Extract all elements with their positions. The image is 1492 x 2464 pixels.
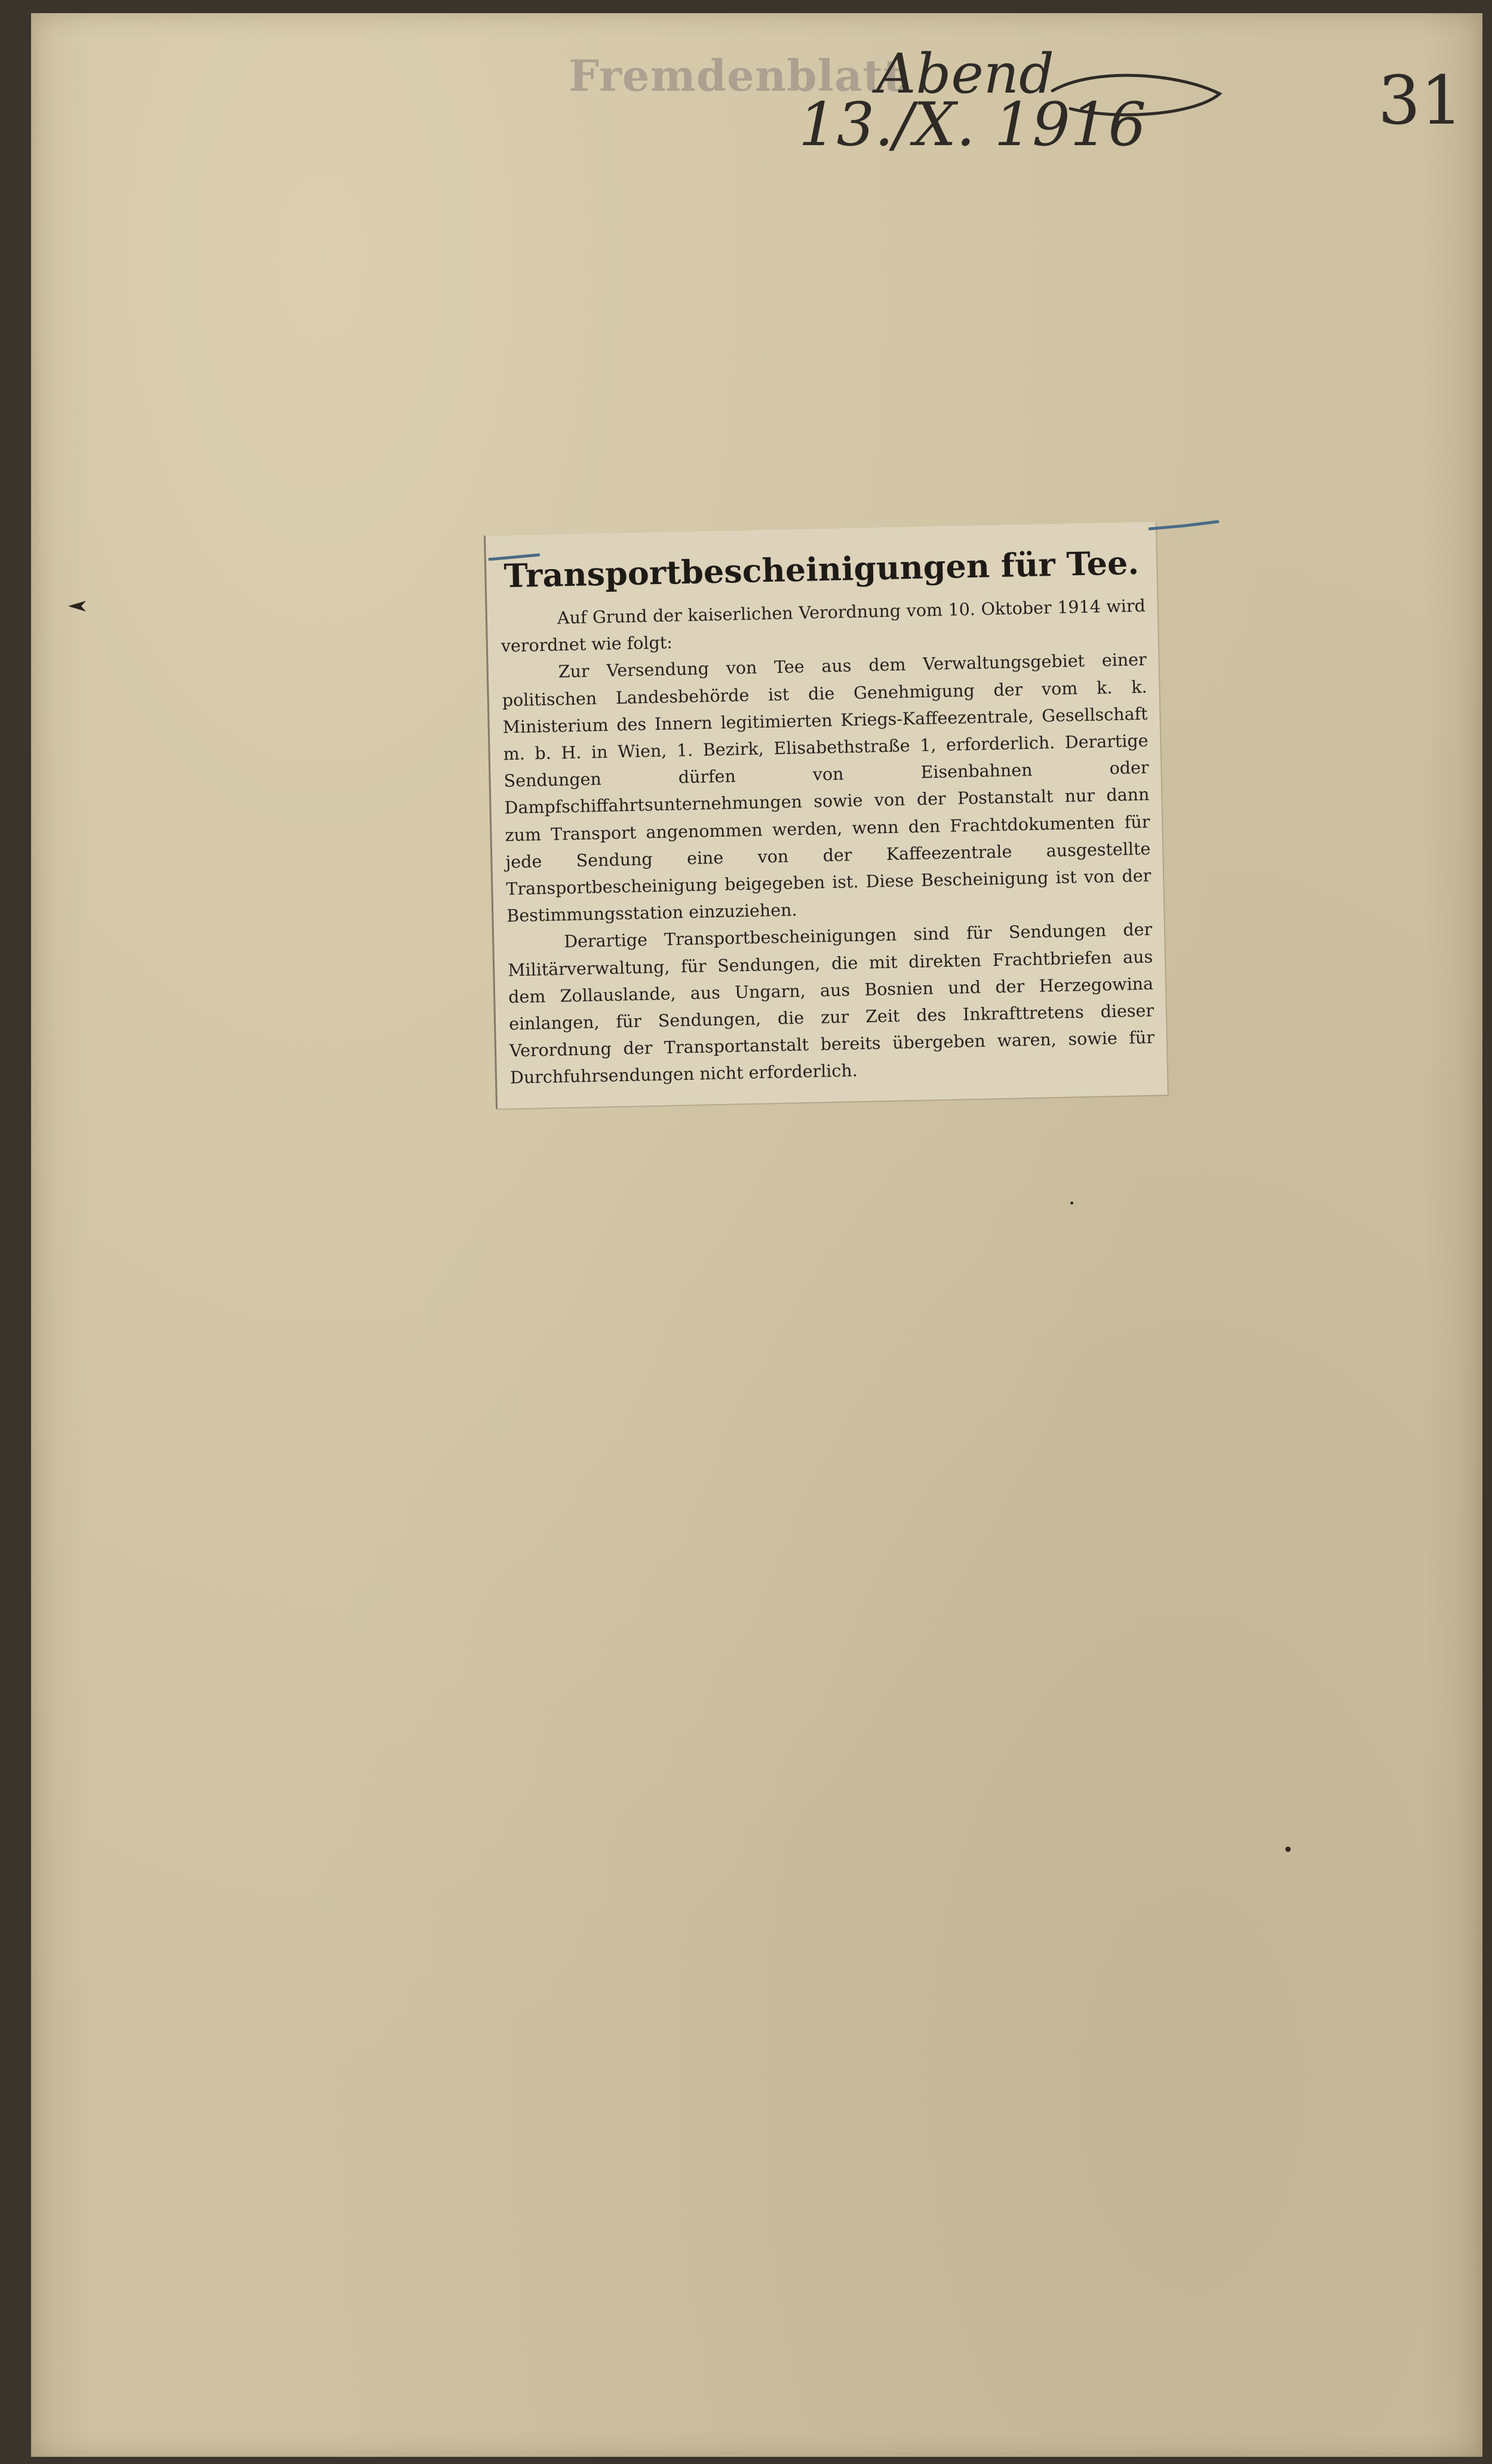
archive-sheet — [31, 13, 1482, 2457]
clipping-edge-mark — [1149, 520, 1220, 531]
clipping-body — [500, 592, 1155, 1092]
clipping-paragraph: Derartige Transportbescheinigungen sind für Sendungen der Militärverwaltung, für Sendungen, die mit direkten Frachtbriefen aus dem Zollauslande, aus Ungarn, aus Bosnien und der Herzegowina einlangen, für Sendungen, die zur Zeit des Inkrafttretens dieser Verordnung der Transportanstalt bereits übergeben waren, sowie für Durchfuhrsendungen nicht erforderlich. — [507, 920, 1155, 1088]
binding-mark — [68, 598, 92, 614]
handwritten-edition-note: Abend — [876, 42, 1054, 106]
paper-speck — [1070, 1202, 1073, 1205]
page-number: 31 — [1378, 62, 1463, 140]
newspaper-clipping — [484, 521, 1168, 1108]
newspaper-stamp: Fremdenblatt — [569, 50, 904, 101]
clipping-paragraph: Auf Grund der kaiserlichen Verordnung vom 10. Oktober 1914 wird verordnet wie folgt: — [501, 595, 1146, 656]
handwritten-date: 13./X. 1916 — [799, 90, 1146, 159]
clipping-paragraph: Zur Versendung von Tee aus dem Verwaltungsgebiet einer politischen Landesbehörde ist die Genehmigung der vom k. k. Ministerium des Innern legitimierten Kriegs-Kaffeezentrale, Gesellschaft m. b. H. in Wien, 1. Bezirk, Elisabethstraße 1, erforderlich. Derartige Sendungen dürfen von Eisenbahnen oder Dampfschiffahrtsunternehmungen sowie von der Postanstalt nur dann zum Transport angenommen werden, wenn den Frachtdokumenten für jede Sendung eine von der Kaffeezentrale ausgestellte Transportbescheinigung beigegeben ist. Diese Bescheinigung ist von der Bestimmungsstation einzuziehen. — [502, 650, 1152, 926]
paper-speck — [1285, 1847, 1291, 1852]
clipping-title: Transportbescheinigungen für Tee. — [503, 543, 1140, 595]
